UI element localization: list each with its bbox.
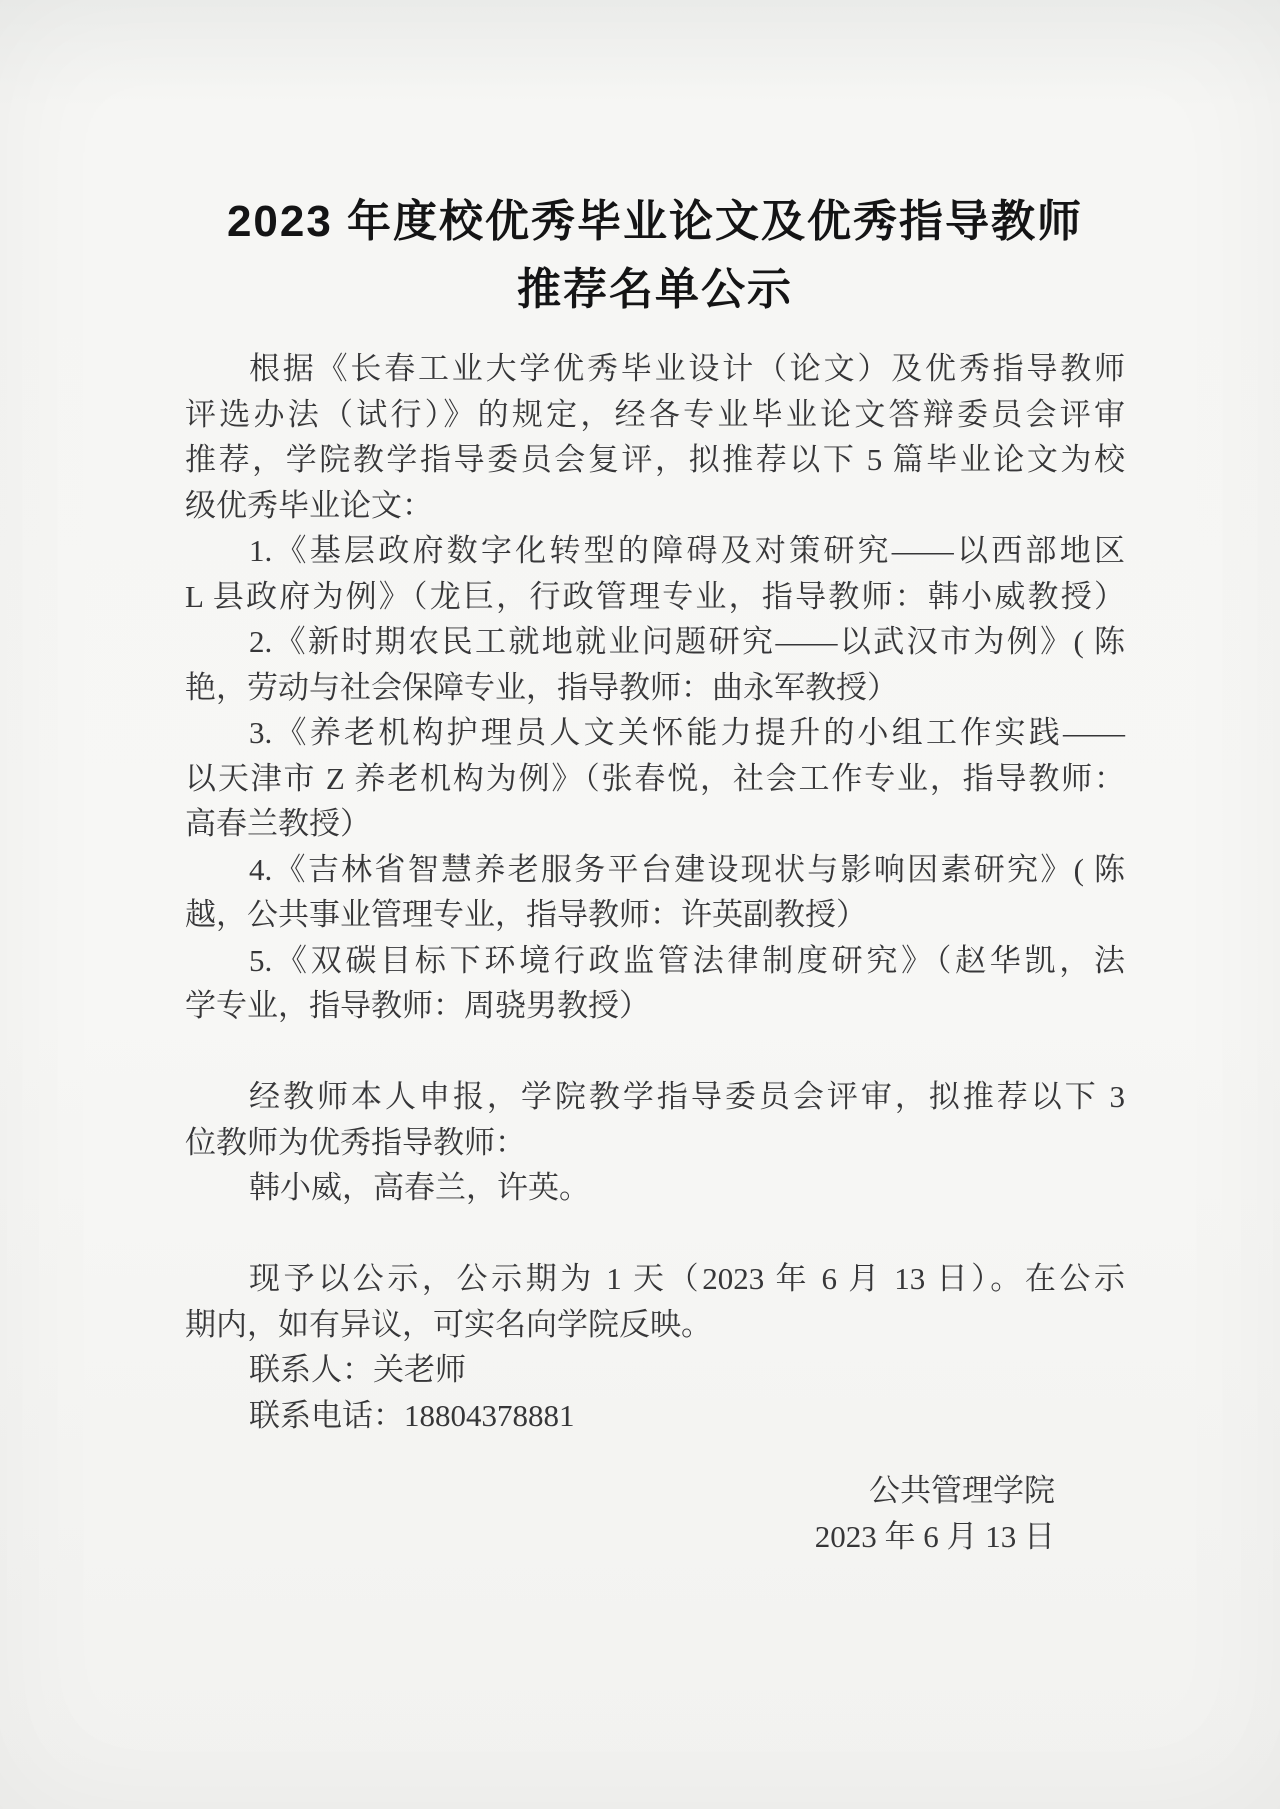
body-line: 联系人：关老师 [249,1352,466,1387]
body-line: L 县政府为例》（龙巨，行政管理专业，指导教师：韩小威教授） [185,578,1125,614]
body-line: 经教师本人申报，学院教学指导委员会评审，拟推荐以下 3 [249,1079,1125,1114]
body-line: 评选办法（试行）》的规定，经各专业毕业论文答辩委员会评审 [185,396,1125,432]
document-title [185,188,1125,324]
body-line: 1.《基层政府数字化转型的障碍及对策研究——以西部地区 [249,533,1125,568]
body-line: 级优秀毕业论文： [185,487,433,523]
signature-block [185,1468,1125,1559]
signature-org: 公共管理学院 [869,1473,1055,1508]
body-blank-line [185,1211,1125,1257]
body-line: 以天津市 Z 养老机构为例》（张春悦，社会工作专业，指导教师： [185,760,1125,796]
body-line: 联系电话：18804378881 [249,1397,575,1433]
body-line: 现予以公示，公示期为 1 天（2023 年 6 月 13 日）。在公示 [249,1261,1125,1296]
body-line: 韩小威，高春兰，许英。 [249,1170,590,1205]
body-line: 高春兰教授） [185,806,371,841]
body-blank-line [185,1029,1125,1075]
body-line: 根据《长春工业大学优秀毕业设计（论文）及优秀指导教师 [249,351,1125,386]
document-title-line2: 推荐名单公示 [517,265,793,314]
body-line: 越，公共事业管理专业，指导教师：许英副教授） [185,897,867,932]
body-line: 期内，如有异议，可实名向学院反映。 [185,1306,712,1342]
document-title-line1: 2023 年度校优秀毕业论文及优秀指导教师 [226,197,1084,246]
body-line: 4.《吉林省智慧养老服务平台建设现状与影响因素研究》( 陈 [249,851,1125,887]
body-line: 艳，劳动与社会保障专业，指导教师：曲永军教授） [185,669,898,705]
signature-date: 2023 年 6 月 13 日 [814,1518,1055,1554]
body-line: 学专业，指导教师：周骁男教授） [185,988,650,1023]
body-line: 5.《双碳目标下环境行政监管法律制度研究》（赵华凯，法 [249,942,1125,978]
body-line: 位教师为优秀指导教师： [185,1124,526,1160]
body-line: 2.《新时期农民工就地就业问题研究——以武汉市为例》( 陈 [249,624,1125,659]
body-line: 3.《养老机构护理员人文关怀能力提升的小组工作实践—— [249,715,1125,750]
body-line: 推荐，学院教学指导委员会复评，拟推荐以下 5 篇毕业论文为校 [185,442,1125,477]
document-body [185,346,1125,1438]
